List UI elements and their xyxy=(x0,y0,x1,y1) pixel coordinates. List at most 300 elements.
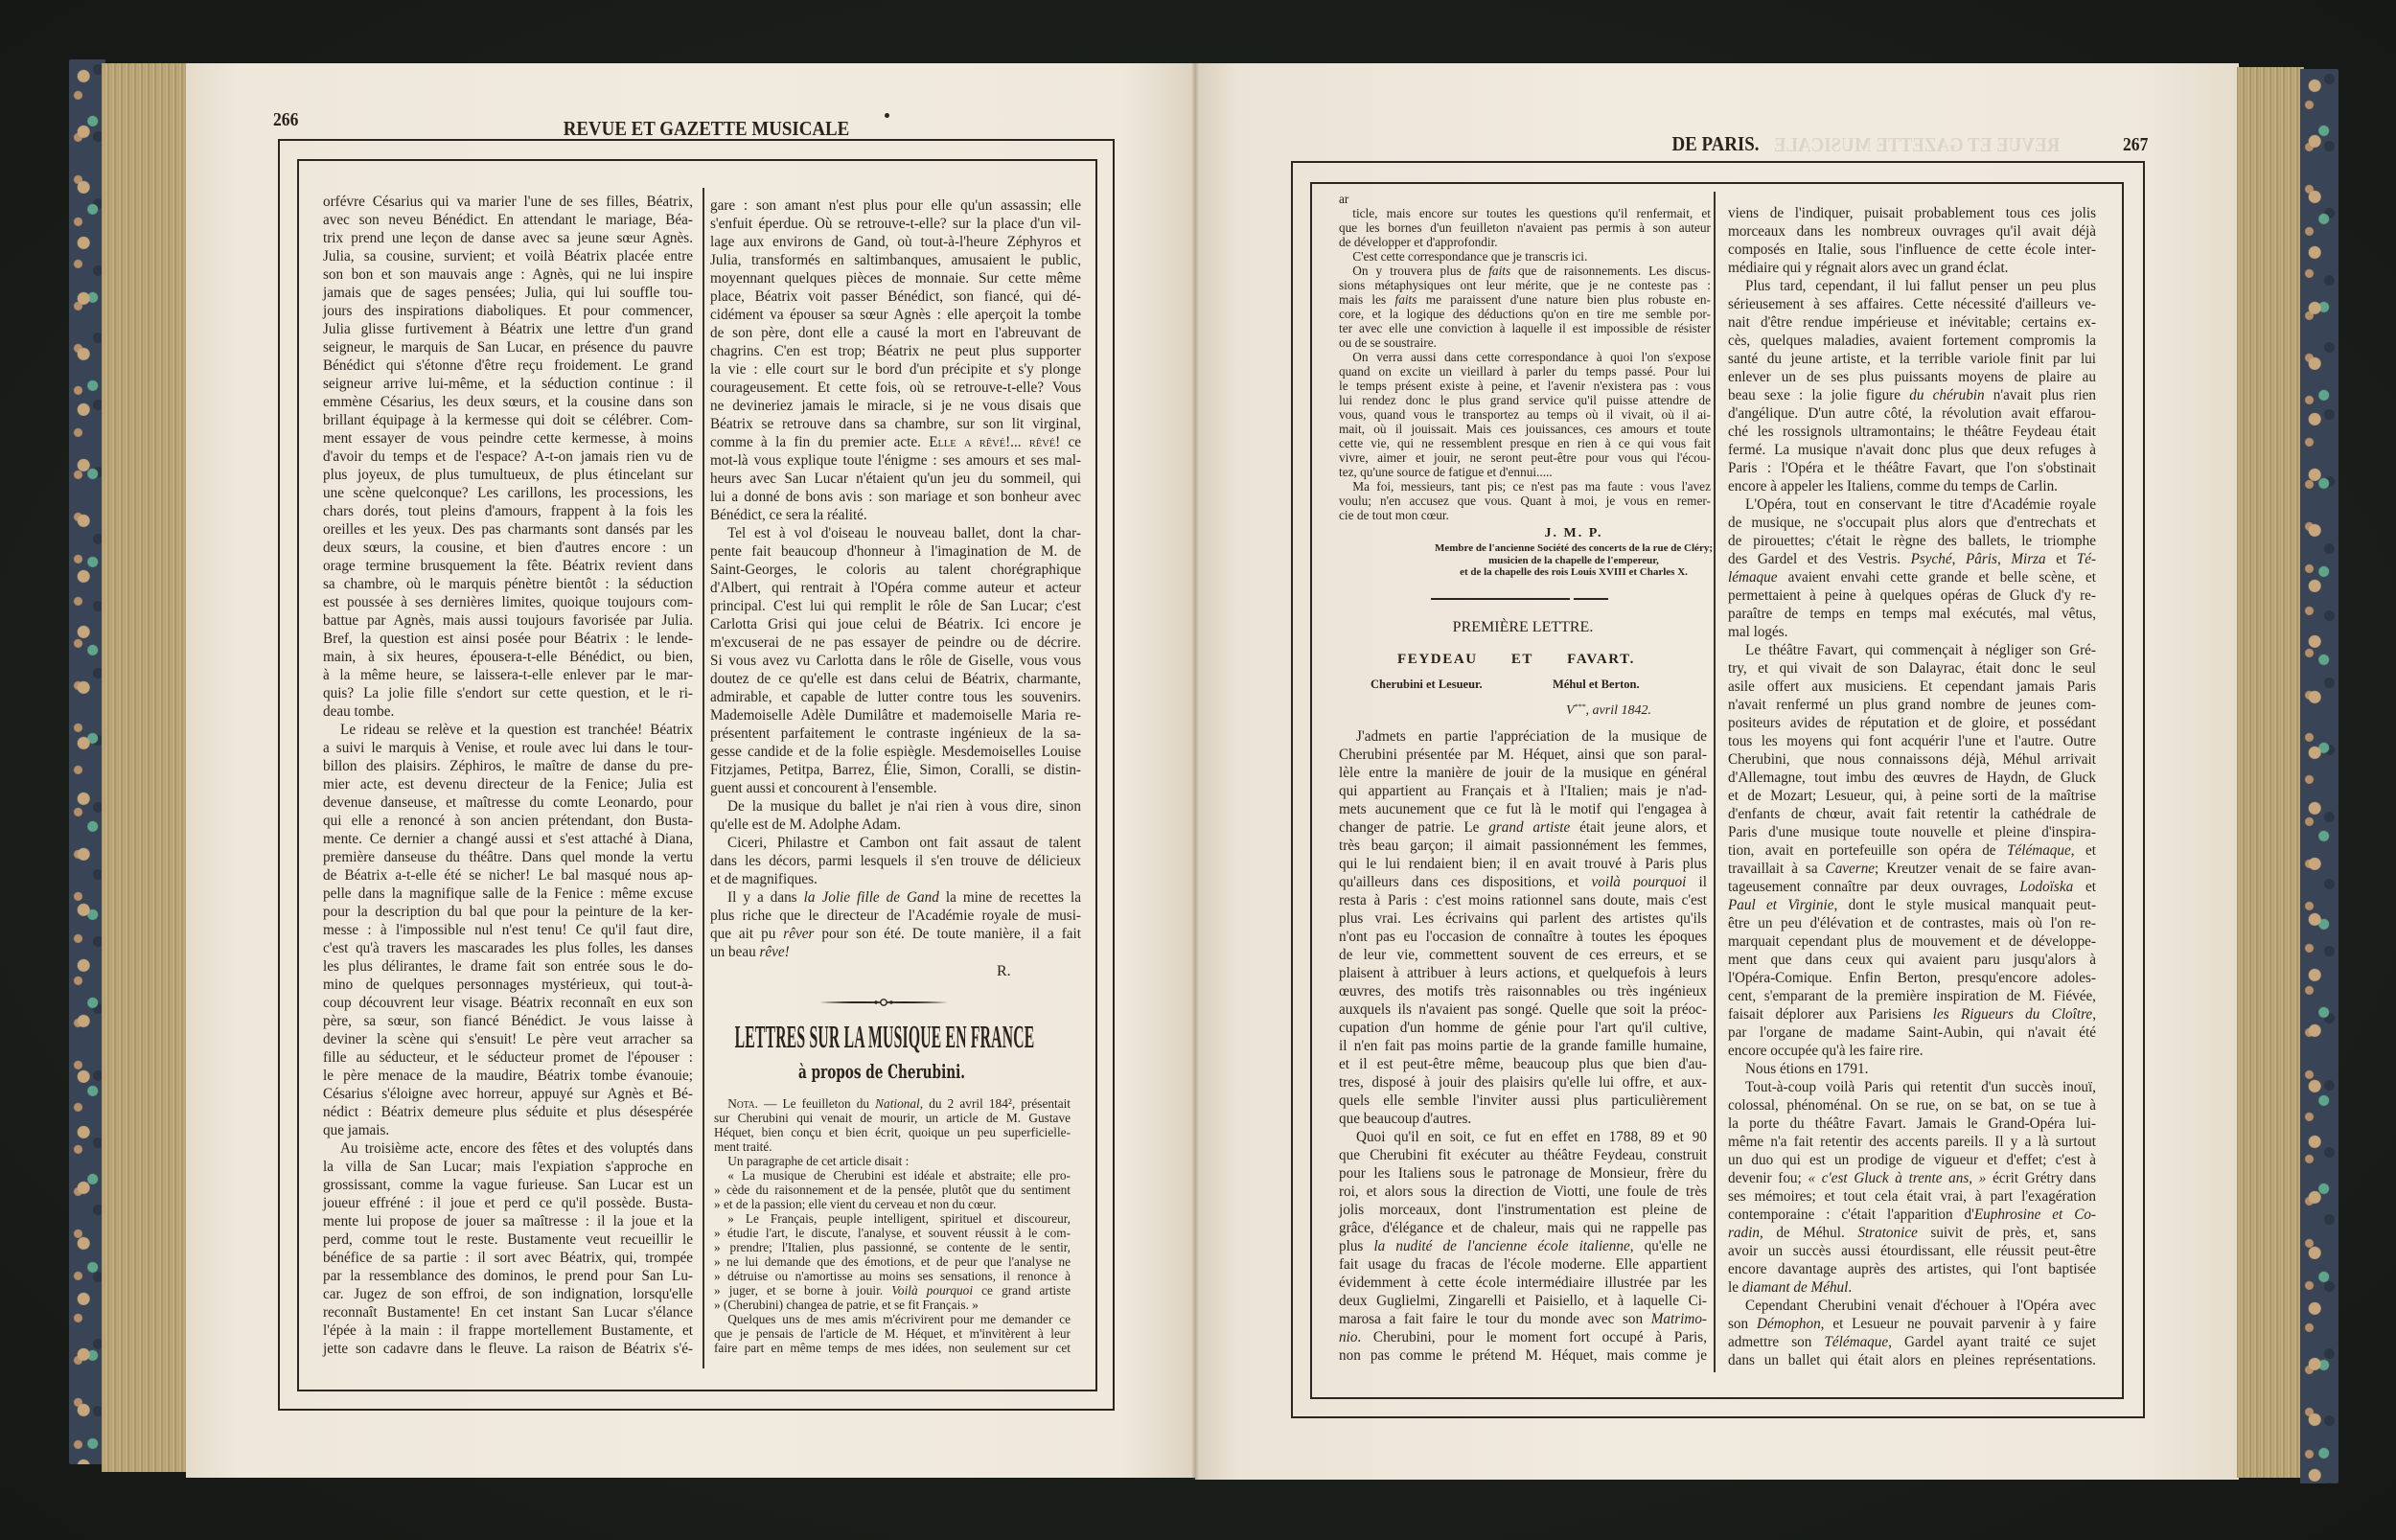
italic-run: Mirza xyxy=(2011,550,2046,567)
text-run: ; Kreutzer venait de se faire avan- xyxy=(1875,860,2097,877)
text-line: » ne lui demande que des émotions, et de peur que l'analyse ne xyxy=(714,1254,1071,1270)
text-line: première danseuse du théâtre. Dans quel monde la vertu xyxy=(323,848,693,865)
paragraph xyxy=(323,1139,693,1358)
text-line xyxy=(1728,386,2096,404)
italic-run: Lodoïska xyxy=(2019,878,2074,895)
text-line xyxy=(1728,1333,2096,1351)
running-head-left: REVUE ET GAZETTE MUSICALE xyxy=(563,117,850,140)
paragraph xyxy=(1339,193,1711,207)
text-run: que de raisonnements. Les discus- xyxy=(1510,264,1711,279)
text-line: de Béatrix a-t-elle été se nicher! Le bal masqué nous ap- xyxy=(323,866,693,884)
text-line: son bon et son mauvais ange : Agnès, qui ne lui inspire xyxy=(323,265,693,283)
text-run: ce grand artiste xyxy=(973,1283,1071,1299)
credential-line: et de la chapelle des rois Louis XVIII et Charles X. xyxy=(1460,566,1688,578)
text-run: On y trouvera plus de xyxy=(1352,264,1489,279)
text-line: ment essayer de vous peindre cette kermesse, à moins xyxy=(323,429,693,447)
italic-run: Télémaque xyxy=(1824,1333,1889,1350)
text-line xyxy=(1728,568,2096,586)
right-page-column-1-intro xyxy=(1339,193,1711,523)
text-line: encore occupée qu'à les faire rire. xyxy=(1728,1042,1924,1059)
text-line: cès, quelques maladies, avaient fortement compromis la xyxy=(1728,332,2096,349)
text-line: Tout-à-coup voilà Paris qui retentit d'un succès inouï, xyxy=(1745,1078,2096,1095)
text-line: gare : son amant n'est plus pour elle qu'un assassin; elle xyxy=(710,196,1081,214)
text-line: un duo qui est un prodige de vigueur et d'effet; c'est à xyxy=(1728,1151,2096,1168)
text-line: cent, s'emparant de la première inspiration de M. Fiévée, xyxy=(1728,987,2096,1004)
text-line: ticle, mais encore sur toutes les questions qu'il renfermait, et xyxy=(1352,206,1711,221)
text-line: la villa de San Lucar; mais l'expiation s'approche en xyxy=(323,1158,693,1175)
column-text xyxy=(323,193,693,1358)
text-line: try, et qui vivait de son Dalayrac, était donc le seul xyxy=(1728,659,2096,677)
text-line: brillant équipage à la kermesse qui doit se célébrer. Com- xyxy=(323,411,693,428)
text-line: d'Albert, qui rentrait à l'Opéra comme auteur et acteur xyxy=(710,579,1081,596)
text-line: cie de tout mon cœur. xyxy=(1339,508,1449,523)
text-run: son xyxy=(1728,1315,1757,1332)
text-run: que ait pu xyxy=(710,925,784,942)
text-line: Mademoiselle Adèle Dumilâtre et mademoiselle Maria re- xyxy=(710,706,1081,724)
text-line: seigneur, le marquis de San Lucar, en présence du pauvre xyxy=(323,338,693,356)
text-line: viens de l'indiquer, puisait probablement tous ces jolis xyxy=(1728,204,2096,221)
text-line: mier acte, est devenu directeur de la Fenice; Julia est xyxy=(323,775,693,793)
text-line xyxy=(1728,896,2096,914)
column-text xyxy=(1728,204,2096,1369)
text-line: joueur effréné : il joue et perd ce qu'il possède. Busta- xyxy=(323,1194,693,1211)
separator-rule xyxy=(1574,598,1608,600)
text-run: marosa a fait faire le tour du monde avec son xyxy=(1339,1310,1651,1327)
text-line: quels elle semble l'inviter aussi plus particulièrement xyxy=(1339,1092,1707,1109)
paragraph xyxy=(1339,480,1711,523)
italic-run: du chérubin xyxy=(1909,386,1985,403)
nota-block xyxy=(714,1097,1071,1356)
paragraph xyxy=(710,888,1081,961)
paragraph xyxy=(710,196,1081,524)
page-number-right: 267 xyxy=(2123,134,2149,155)
text-line: sa chambre, où le marquis pénètre bientôt : la séduction xyxy=(323,575,693,592)
text-line: cette vie, qui ne ressemblent presque en rien à ce qui vous fait xyxy=(1339,436,1711,451)
ornament-rule xyxy=(819,995,948,1004)
text-line: évidemment à cette école intermédiaire illustrée par les xyxy=(1339,1274,1707,1291)
text-run: , dont le style musical manquait peut- xyxy=(1833,896,2097,913)
text-line: m'excuserai de ne pas essayer de peindre ou de décrire. xyxy=(710,633,1081,651)
paragraph xyxy=(1339,250,1711,264)
text-line: tous les moyens qui font acquérir l'une et l'autre. Outre xyxy=(1728,732,2096,749)
text-line: il n'en fait pas moins partie de la grande famille humaine, xyxy=(1339,1037,1707,1054)
text-line: santé du jeune artiste, et la terrible variole finit par lui xyxy=(1728,350,2096,367)
text-run: ce xyxy=(1060,433,1082,450)
text-line: par l'organe de madame Saint-Aubin, qui n'avait été xyxy=(1728,1023,2096,1041)
text-line: encore davantage auprès des artistes, qui l'ont baptisée xyxy=(1728,1260,2096,1277)
text-line: » Le Français, peuple intelligent, spirituel et discoureur, xyxy=(727,1211,1071,1227)
italic-run: faits xyxy=(1488,264,1511,279)
paragraph xyxy=(1728,277,2096,495)
text-run: , qu'elle ne xyxy=(1629,1237,1708,1254)
text-line: De la musique du ballet je n'ai rien à vous dire, sinon xyxy=(727,797,1081,815)
text-line: « La musique de Cherubini est idéale et abstraite; elle pro- xyxy=(727,1168,1071,1184)
paragraph xyxy=(1728,1297,2096,1369)
text-line: coup découvrent leur visage. Béatrix reconnaît en eux son xyxy=(323,994,693,1011)
text-line: mait, où il jouissait. Mais ces jouissances, ces amours et toute xyxy=(1339,422,1711,437)
text-line: de son père, dont elle a causé la mort en l'abreuvant de xyxy=(710,324,1081,341)
text-line xyxy=(1728,1005,2096,1023)
text-line xyxy=(714,1284,1071,1299)
text-line: bénéfice de sa partie : il sort avec Béatrix, qui, trompée xyxy=(323,1249,693,1266)
text-line: père, sa sœur, son fiancé Bénédict. Je vous laisse à xyxy=(323,1012,693,1029)
text-line: pelle dans la magnifique salle de la Fenice : même excuse xyxy=(323,885,693,902)
theatre-conjunction: ET xyxy=(1510,652,1534,667)
text-line: mets aucunement que ce fut là le motif qui l'engagea à xyxy=(1339,800,1707,817)
text-line: main, à six heures, épousera-t-elle Bénédict, ou bien, xyxy=(323,648,693,665)
text-line: fait usage du fracas de l'école moderne. Elle appartient xyxy=(1339,1255,1707,1273)
text-run: » juger, et se borne à jouir. xyxy=(714,1283,892,1299)
text-line: Cherubini, que nous connaissons déjà, Méhul arrivait xyxy=(1728,750,2096,768)
paragraph xyxy=(1728,1078,2096,1297)
text-line: composés en Italie, sous l'influence de cette école inter- xyxy=(1728,241,2096,258)
text-run: et xyxy=(2073,878,2097,895)
article-heading: LETTRES SUR LA MUSIQUE EN FRANCE xyxy=(734,1020,1035,1055)
text-line: ar xyxy=(1339,192,1349,207)
text-line: pour les Italiens sous le patronage de Monsieur, frère du xyxy=(1339,1164,1707,1182)
text-run: écrit Grétry dans xyxy=(1986,1169,2096,1186)
small-caps-run: Elle a rêvé!... rêvé! xyxy=(929,433,1061,450)
text-line: la porte du théâtre Favart. Jamais le Grand-Opéra lui- xyxy=(1728,1115,2096,1132)
text-line: Julia, transformés en saltimbanques, amusaient le public, xyxy=(710,251,1081,268)
text-line: Si vous avez vu Carlotta dans le rôle de Giselle, vous vous xyxy=(710,652,1081,669)
paragraph xyxy=(1728,495,2096,641)
text-line: une scène quelconque? Les carillons, les processions, les xyxy=(323,484,693,501)
text-line: s'enfuit éperdue. Où se retrouve-t-elle? sur la place d'un vil- xyxy=(710,215,1081,232)
text-line: orage termine brusquement la fête. Béatrix revient dans xyxy=(323,557,693,574)
text-line: d'avoir du temps et de l'espace? A-t-on jamais rien vu de xyxy=(323,448,693,465)
text-line xyxy=(1728,1315,2096,1333)
text-run: , xyxy=(2092,1005,2096,1023)
text-run: travaillait à sa xyxy=(1728,860,1826,877)
text-line xyxy=(1728,860,2096,878)
italic-run: Pâris xyxy=(1966,550,1997,567)
text-run: , xyxy=(1951,550,1967,567)
text-run: il xyxy=(1686,873,1707,890)
text-run: me paraissent d'une nature bien plus robuste en- xyxy=(1417,292,1711,308)
paragraph xyxy=(714,1313,1071,1356)
italic-run: Euphrosine et Co- xyxy=(1973,1206,2096,1223)
left-page-column-1 xyxy=(323,193,693,1358)
marbled-cover-right xyxy=(2300,69,2338,1483)
text-line: qui appartient au Français et à l'Italien; mais je n'ad- xyxy=(1339,782,1707,799)
credential-line: musicien de la chapelle de l'empereur, xyxy=(1488,554,1659,566)
italic-run: Psyché xyxy=(1910,550,1952,567)
text-line: jette son cadavre dans le fleuve. La raison de Béatrix s'é- xyxy=(323,1340,693,1357)
text-line xyxy=(1728,1169,2096,1187)
text-line: heurs avec San Lucar n'étaient qu'un jeu du sommeil, qui xyxy=(710,470,1081,487)
text-line: » et de la passion; elle vient du cerveau et non du cœur. xyxy=(714,1197,997,1212)
text-run: admettre son xyxy=(1728,1333,1825,1350)
text-run: devenir fou; xyxy=(1728,1169,1809,1186)
text-line xyxy=(1728,1278,2096,1297)
italic-run: faits xyxy=(1394,292,1417,308)
text-run: et xyxy=(2045,550,2077,567)
text-line xyxy=(710,433,1081,451)
dateline-date: , avril 1842. xyxy=(1585,703,1651,718)
text-line: mente. Ce dernier a changé aussi et s'est attaché à Diana, xyxy=(323,830,693,847)
text-run: Il y a dans xyxy=(727,888,804,906)
paragraph xyxy=(710,834,1081,888)
text-line: dans un ballet qui était alors en pleines représentations. xyxy=(1728,1351,2096,1368)
text-line: C'est cette correspondance que je transcris ici. xyxy=(1352,249,1588,264)
text-line: voulu; n'en accusez que vous. Quant à moi, je vous en remer- xyxy=(1339,494,1711,509)
text-line: » prendre; l'Italien, plus passionné, se contente de le sentir, xyxy=(714,1240,1071,1255)
text-line xyxy=(1339,1310,1707,1328)
text-line: battue par Agnès, mais aussi toujours favorisée par Julia. xyxy=(323,611,693,629)
text-line: perd, comme tout le reste. Bustamente veut recueillir le xyxy=(323,1230,693,1248)
theatre-right: FAVART. xyxy=(1567,652,1635,667)
text-line xyxy=(1339,293,1711,308)
column-text xyxy=(1339,727,1707,1365)
text-line: de pirouettes; c'était le règne des ballets, le triomphe xyxy=(1728,532,2096,549)
page-edges-left xyxy=(102,63,188,1472)
text-line: emmène Césarius, les deux sœurs, et la cousine dans son xyxy=(323,393,693,410)
text-line: cupation d'un homme de génie pour l'art qu'il cultive, xyxy=(1339,1019,1707,1036)
text-line: grâce, d'élégance et de chaleur, mais qui ne rappelle pas xyxy=(1339,1219,1707,1236)
text-line: ne devineriez jamais le miracle, si je ne vous disais que xyxy=(710,397,1081,414)
text-line: Au troisième acte, encore des fêtes et des voluptés dans xyxy=(340,1139,693,1157)
text-line: lèle entre la manière de jouir de la musique en général xyxy=(1339,764,1707,781)
italic-run: la Jolie fille de Gand xyxy=(803,888,939,906)
text-line: et de magnifiques. xyxy=(710,870,818,887)
text-line xyxy=(1339,264,1711,279)
author-credentials xyxy=(1428,542,1719,579)
text-run: . — Le feuilleton du xyxy=(754,1096,876,1112)
italic-run: Télémaque xyxy=(2007,841,2071,859)
italic-run: Démophon xyxy=(1756,1315,1821,1332)
text-line: de développer et d'approfondir. xyxy=(1339,235,1498,250)
paragraph xyxy=(1339,727,1707,1128)
text-line: ses mémoires; et tout cela était vrai, à part l'exagération xyxy=(1728,1187,2096,1205)
column-divider-left xyxy=(703,188,704,1368)
review-signature: R. xyxy=(997,963,1011,979)
text-line: encore à appeler les Italiens, comme du temps de Carlin. xyxy=(1728,477,2058,494)
author-initials: J. M. P. xyxy=(1544,526,1603,540)
text-line: core, et la logique des déductions qu'on en tire me semble por- xyxy=(1339,307,1711,322)
text-line: de leur vie, commettent souvent de ces erreurs, et se xyxy=(1339,946,1707,963)
italic-run: rêver xyxy=(783,925,815,942)
ornament-rule-icon xyxy=(819,998,948,1007)
text-line: tres, disposé à jouir des plaisirs qu'elle lui offre, et aux- xyxy=(1339,1073,1707,1091)
text-run: , xyxy=(1996,550,2012,567)
text-line: doutez de ce qu'elle est dans celui de Béatrix, charmante, xyxy=(710,670,1081,687)
text-line: paraître de temps en temps mal exécutés, mal vêtus, xyxy=(1728,605,2096,622)
text-line: à la même heure, se laissera-t-elle enlever par le mar- xyxy=(323,666,693,683)
text-line: oreilles et les yeux. Des pas charmants sont dansés par les xyxy=(323,520,693,538)
text-line: le temps présent existe à peine, et l'avenir n'existera pas : vous xyxy=(1339,379,1711,394)
text-line: que je pensais de l'article de M. Héquet, et m'invitèrent à leur xyxy=(714,1326,1071,1342)
text-line: mot-là vous explique toute l'énigme : ses amours et ses mal- xyxy=(710,451,1081,469)
text-line: chagrins. C'en est trop; Béatrix ne peut plus supporter xyxy=(710,342,1081,359)
text-line: qui le lui rendaient bien; il en avait trouvé à Paris plus xyxy=(1339,855,1707,872)
text-line: très beau garçon; il aimait passionnément les femmes, xyxy=(1339,837,1707,854)
text-run: contemporaine : c'était l'apparition d' xyxy=(1728,1206,1974,1223)
text-line: lui a donné de bons avis : son mariage et son bonheur avec xyxy=(710,488,1081,505)
text-line: Carlotta Grisi qui joue celui de Béatrix. Ici encore je xyxy=(710,615,1081,632)
text-line: sur Cherubini qui venait de mourir, un article de M. Gustave xyxy=(714,1111,1071,1126)
text-line: deviner la scène qui s'ensuit! Le père veut arracher sa xyxy=(323,1030,693,1047)
text-run: des Gardel et des Vestris. xyxy=(1728,550,1911,567)
text-run: beau sexe : la jolie figure xyxy=(1728,386,1910,403)
text-run: avaient envahi cette grande et belle scène, et xyxy=(1777,568,2096,586)
text-run: mais les xyxy=(1339,292,1395,308)
paragraph xyxy=(1339,207,1711,250)
text-line: deux sœurs, la cousine, et bien d'autres encore : un xyxy=(323,539,693,556)
small-caps-run: Nota xyxy=(727,1096,755,1112)
text-line: non pas comme le prétend M. Héquet, mais comme je xyxy=(1339,1346,1707,1364)
text-line: L'Opéra, tout en conservant le titre d'Académie royale xyxy=(1745,495,2096,513)
text-line: enlever un de ses plus puissants moyens de plaire au xyxy=(1728,368,2096,385)
text-line: pour la description du bal que pour la peinture de la ker- xyxy=(323,903,693,920)
italic-run: lémaque xyxy=(1728,568,1778,586)
text-line: Le théâtre Favart, qui commençait à négliger son Gré- xyxy=(1745,641,2096,658)
text-run: , et xyxy=(2070,841,2097,859)
text-line: Béatrix se retrouve dans sa chambre, sur son lit virginal, xyxy=(710,415,1081,432)
text-run: n'avait plus rien xyxy=(1984,386,2096,403)
text-run: . Cherubini, pour le moment fort occupé à Paris, xyxy=(1357,1328,1707,1345)
right-page-column-2 xyxy=(1728,204,2096,1369)
text-line: être un peu d'élévation et de contrastes, mais où l'on re- xyxy=(1728,914,2096,931)
text-line: de musique, ne s'occupait plus alors que d'entrechats et xyxy=(1728,514,2096,531)
text-line: car. Jugez de son effroi, de son indignation, lorsqu'elle xyxy=(323,1285,693,1302)
text-line: Cherubini présentée par M. Héquet, ainsi que son paral- xyxy=(1339,746,1707,763)
paragraph xyxy=(714,1212,1071,1313)
text-line: Héquet, bien conçu et bien écrit, quoique un peu superficielle- xyxy=(714,1125,1071,1140)
text-run: faisait déplorer aux Parisiens xyxy=(1728,1005,1933,1023)
text-line: que beaucoup d'autres. xyxy=(1339,1110,1472,1127)
text-line: jours des inspirations diaboliques. Et pour commencer, xyxy=(323,302,693,319)
text-line: deux Guglielmi, Zingarelli et Paisiello, et à laquelle Ci- xyxy=(1339,1292,1707,1309)
text-run: , de Méhul. xyxy=(1759,1224,1858,1241)
text-line: Bref, la question est ainsi posée pour Béatrix : le lende- xyxy=(323,630,693,647)
text-line: plus vrai. Les écrivains qui parlent des artistes qu'ils xyxy=(1339,909,1707,927)
text-line: reconnaît Bustamente! En cet instant San Lucar s'élance xyxy=(323,1303,693,1321)
text-line: plaisent à attribuer à leurs actions, et quelquefois à leurs xyxy=(1339,964,1707,981)
text-line: quand on excite un vieillard à parler du temps passé. Pour lui xyxy=(1339,364,1711,379)
left-page-column-2 xyxy=(710,196,1081,961)
text-line: deau tombe. xyxy=(323,702,395,720)
italic-run: « c'est Gluck à trente ans, » xyxy=(1808,1169,1987,1186)
text-line: messe : à l'impossible nul n'est tenu! Ce qu'il faut dire, xyxy=(323,921,693,938)
text-line xyxy=(1728,1224,2096,1242)
text-line: la vie : elle court sur le bord d'un précipite et s'y plonge xyxy=(710,360,1081,378)
text-line: plus joyeux, de plus tumultueux, de plus étincelant sur xyxy=(323,466,693,483)
text-run: , du 2 avril 184², présentait xyxy=(919,1096,1071,1112)
text-run: plus xyxy=(1339,1237,1374,1254)
text-run: . xyxy=(1848,1278,1853,1296)
text-line: lage aux environs de Gand, où tout-à-l'heure Zéphyros et xyxy=(710,233,1081,250)
paragraph xyxy=(1728,204,2096,277)
text-line: l'Opéra-Comique. Enfin Berton, presqu'encore adoles- xyxy=(1728,969,2096,986)
paragraph xyxy=(710,797,1081,834)
text-line: les plus délirantes, le drame fait son entrée sous le do- xyxy=(323,957,693,975)
column-text xyxy=(714,1097,1071,1356)
italic-run: Voilà pourquoi xyxy=(891,1283,974,1299)
text-line: Nous étions en 1791. xyxy=(1745,1060,1869,1077)
text-line: avec son neveu Bénédict. En attendant le mariage, Béa- xyxy=(323,211,693,228)
text-line: œuvres, des motifs très raisonnables ou très ingénieux xyxy=(1339,982,1707,1000)
text-line: auxquels ils n'avaient pas songé. Quelle que soit la préoc- xyxy=(1339,1000,1707,1018)
text-line: Julia glisse furtivement à Béatrix une lettre d'un grand xyxy=(323,320,693,337)
italic-run: voilà pourquoi xyxy=(1591,873,1687,890)
text-line: trix prend une leçon de danse avec sa jeune sœur Agnès. xyxy=(323,229,693,246)
text-line: principal. C'est lui qui remplit le rôle de San Lucar; c'est xyxy=(710,597,1081,614)
marbled-cover-left xyxy=(69,59,105,1464)
italic-run: les Rigueurs du Cloître xyxy=(1932,1005,2093,1023)
column-text xyxy=(1339,193,1711,523)
credential-line: Membre de l'ancienne Société des concerts de la rue de Cléry; xyxy=(1434,542,1713,554)
text-line: positeurs avides de réputation et de gloire, et possédant xyxy=(1728,714,2096,731)
text-line: Saint-Georges, le coloris au talent chorégraphique xyxy=(710,561,1081,578)
italic-run: National xyxy=(875,1096,920,1112)
text-line: Quoi qu'il en soit, ce fut en effet en 1788, 89 et 90 xyxy=(1356,1128,1707,1145)
text-line: sions métaphysiques ont leur mérite, que je ne conteste pas : xyxy=(1339,278,1711,293)
text-line: ment traité. xyxy=(714,1139,772,1155)
running-head-right: DE PARIS. xyxy=(1671,132,1760,155)
text-line: moyennant quelques pièces de monnaie. Sur cette même xyxy=(710,269,1081,287)
text-line: admirable, et capable de lutter contre tous les souvenirs. xyxy=(710,688,1081,705)
text-line: ou de se soustraire. xyxy=(1339,335,1437,351)
text-line: place, Béatrix voit passer Bénédict, son fiancé, qui dé- xyxy=(710,287,1081,305)
text-line: pente fait beaucoup d'honneur à l'imagination de M. de xyxy=(710,542,1081,560)
text-line: nédict : Béatrix demeure plus séduite et plus désespérée xyxy=(323,1103,693,1120)
text-run: pour son été. De toute manière, il a fait xyxy=(814,925,1082,942)
text-line: seigneur arrive lui-même, et la séduction continue : il xyxy=(323,375,693,392)
text-line: d'enfants de chœur, avait fait retentir la cathédrale de xyxy=(1728,805,2096,822)
text-line: Cependant Cherubini venait d'échouer à l'Opéra avec xyxy=(1745,1297,2096,1314)
text-line: grossissant, comme la vague furieuse. San Lucar est un xyxy=(323,1176,693,1193)
text-line: roi, et alors sous la direction de Viotti, une foule de très xyxy=(1339,1183,1707,1200)
text-line: n'avait renfermé un plus grand nombre de jeunes com- xyxy=(1728,696,2096,713)
text-line: est poussée à ses dernières limites, quoique toujours com- xyxy=(323,593,693,610)
text-line xyxy=(710,943,1081,961)
letter-dateline xyxy=(1339,700,1651,719)
text-run: un beau xyxy=(710,943,760,960)
text-line: présentent parfaitement le contraste ingénieux de la sa- xyxy=(710,724,1081,742)
italic-run: Té- xyxy=(2076,550,2097,567)
text-run: , et Lesueur ne pouvait parvenir à y faire xyxy=(1820,1315,2096,1332)
text-line: » (Cherubini) changea de patrie, et se fit Français. » xyxy=(714,1298,979,1313)
text-line: J'admets en partie l'appréciation de la musique de xyxy=(1356,727,1707,745)
page-number-left: 266 xyxy=(273,109,299,130)
paragraph xyxy=(1339,264,1711,351)
text-line: ché les rossignols ultramontains; le théâtre Feydeau était xyxy=(1728,423,2096,440)
text-line: le père menace de la maudire, Béatrix tombe évanouie; xyxy=(323,1067,693,1084)
italic-run: Caverne xyxy=(1825,860,1876,877)
right-page-column-1-letter xyxy=(1339,727,1707,1365)
text-line: Ciceri, Philastre et Cambon ont fait assaut de talent xyxy=(727,834,1081,851)
text-line: tez, qu'une source de fatigue et d'ennui..... xyxy=(1339,465,1553,480)
text-run: le xyxy=(1728,1278,1742,1296)
text-run: était jeune alors, et xyxy=(1570,818,1708,836)
text-line: fermé. La musique n'avait donc plus que deux refuges à xyxy=(1728,441,2096,458)
text-line: chars dorés, tout pleins d'amours, frappent à la fois les xyxy=(323,502,693,519)
text-line: Tel est à vol d'oiseau le nouveau ballet, dont la char- xyxy=(727,524,1081,541)
text-line xyxy=(1728,550,2096,568)
text-line: et il est peut-être même, beaucoup plus que bien d'au- xyxy=(1339,1055,1707,1072)
text-line: jamais que de sages pensées; Julia, qui lui souffle tou- xyxy=(323,284,693,301)
text-line: gesse candide et de la folie espiègle. Mesdemoiselles Louise xyxy=(710,743,1081,760)
text-line: même n'a fait retentir des accents pareils. Il y a là surtout xyxy=(1728,1133,2096,1150)
paragraph xyxy=(714,1169,1071,1212)
gutter-shadow xyxy=(1191,63,1199,1480)
italic-run: Paul et Virginie xyxy=(1728,896,1834,913)
separator-rule xyxy=(1431,598,1570,600)
italic-run: Matrimo- xyxy=(1650,1310,1707,1327)
paragraph xyxy=(714,1097,1071,1155)
text-line: par la ressemblance des dominos, le prend pour San Lu- xyxy=(323,1267,693,1284)
